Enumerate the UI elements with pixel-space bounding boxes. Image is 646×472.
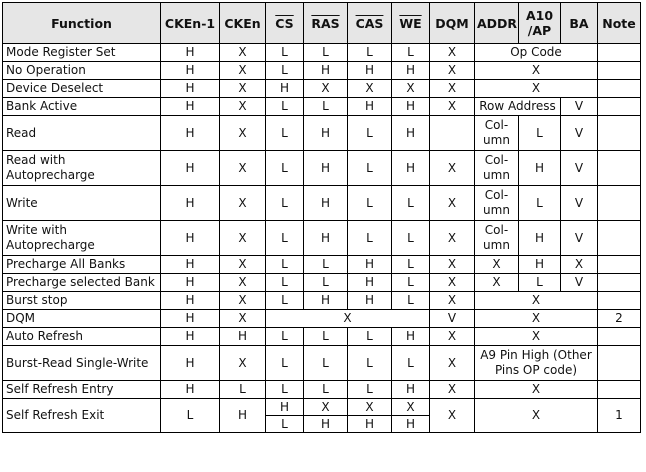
we-cell: H <box>392 98 430 116</box>
dqm-cell: X <box>430 274 475 292</box>
cs-cell: H <box>266 399 304 416</box>
cas-cell: X <box>348 399 392 416</box>
header-cken: CKEn <box>220 3 266 44</box>
a10-cell: L <box>519 116 561 151</box>
note-cell <box>598 116 641 151</box>
address-cell: X <box>475 328 598 346</box>
we-cell: H <box>392 328 430 346</box>
ba-cell: V <box>561 221 598 256</box>
cken-cell: X <box>220 98 266 116</box>
function-cell: Write <box>3 186 161 221</box>
address-cell: X <box>475 310 598 328</box>
header-row <box>3 3 641 44</box>
ras-cell: H <box>304 151 348 186</box>
table-row <box>3 399 641 416</box>
note-cell <box>598 274 641 292</box>
cas-cell: L <box>348 221 392 256</box>
ras-cell: L <box>304 98 348 116</box>
function-cell: Write with Autoprecharge <box>3 221 161 256</box>
note-cell <box>598 292 641 310</box>
header-ras: $\overline{RAS}$ <box>304 3 348 44</box>
ba-cell: V <box>561 98 598 116</box>
function-cell: No Operation <box>3 62 161 80</box>
header-cs: $\overline{CS}$ <box>266 3 304 44</box>
cs-cell: L <box>266 186 304 221</box>
note-cell <box>598 346 641 381</box>
cs-cell: L <box>266 256 304 274</box>
we-cell: X <box>392 399 430 416</box>
cken-1-cell: H <box>161 98 220 116</box>
cken-1-cell: H <box>161 151 220 186</box>
cken-cell: X <box>220 151 266 186</box>
cas-cell: H <box>348 292 392 310</box>
dqm-cell: X <box>430 98 475 116</box>
ras-cell: H <box>304 116 348 151</box>
note-cell: 2 <box>598 310 641 328</box>
ras-cell: H <box>304 62 348 80</box>
ba-cell: X <box>561 256 598 274</box>
cas-cell: H <box>348 62 392 80</box>
cken-cell: H <box>220 399 266 433</box>
we-cell: L <box>392 292 430 310</box>
note-cell <box>598 256 641 274</box>
cs-cell: L <box>266 381 304 399</box>
function-cell: Bank Active <box>3 98 161 116</box>
we-cell: L <box>392 346 430 381</box>
cken-cell: X <box>220 80 266 98</box>
cken-cell: H <box>220 328 266 346</box>
we-cell: X <box>392 80 430 98</box>
note-cell <box>598 328 641 346</box>
cken-cell: X <box>220 310 266 328</box>
cs-cell: L <box>266 328 304 346</box>
cs-cell: L <box>266 274 304 292</box>
we-cell: H <box>392 416 430 433</box>
note-cell <box>598 62 641 80</box>
cken-1-cell: H <box>161 62 220 80</box>
address-cell: Op Code <box>475 44 598 62</box>
header-note: Note <box>598 3 641 44</box>
cken-cell: L <box>220 381 266 399</box>
header-cas: $\overline{CAS}$ <box>348 3 392 44</box>
cs-cell: L <box>266 221 304 256</box>
cken-1-cell: H <box>161 186 220 221</box>
command-signals-cell: X <box>266 310 430 328</box>
table-row <box>3 221 641 256</box>
dqm-cell <box>430 116 475 151</box>
we-cell: L <box>392 186 430 221</box>
cas-cell: L <box>348 346 392 381</box>
dqm-cell: X <box>430 221 475 256</box>
cas-cell: H <box>348 274 392 292</box>
addr-cell: Col- umn <box>475 116 519 151</box>
cas-cell: H <box>348 416 392 433</box>
table-row <box>3 381 641 399</box>
cken-1-cell: H <box>161 328 220 346</box>
cken-cell: X <box>220 62 266 80</box>
table-row <box>3 44 641 62</box>
cs-cell: L <box>266 416 304 433</box>
ras-cell: L <box>304 274 348 292</box>
header-ba: BA <box>561 3 598 44</box>
cas-cell: H <box>348 98 392 116</box>
cken-1-cell: H <box>161 221 220 256</box>
function-cell: Self Refresh Exit <box>3 399 161 433</box>
cas-cell: L <box>348 151 392 186</box>
we-cell: H <box>392 151 430 186</box>
addr-cell: Col- umn <box>475 186 519 221</box>
cas-cell: L <box>348 44 392 62</box>
table-row <box>3 310 641 328</box>
table-row <box>3 292 641 310</box>
ras-cell: X <box>304 80 348 98</box>
ras-cell: H <box>304 221 348 256</box>
address-cell: X <box>475 381 598 399</box>
ras-cell: L <box>304 381 348 399</box>
cas-cell: L <box>348 328 392 346</box>
cken-cell: X <box>220 274 266 292</box>
command-truth-table <box>2 2 641 433</box>
note-cell <box>598 44 641 62</box>
we-cell: H <box>392 381 430 399</box>
ba-cell: V <box>561 186 598 221</box>
cken-1-cell: H <box>161 256 220 274</box>
cas-cell: L <box>348 381 392 399</box>
dqm-cell: X <box>430 186 475 221</box>
cs-cell: L <box>266 98 304 116</box>
dqm-cell: X <box>430 346 475 381</box>
dqm-cell: X <box>430 256 475 274</box>
cken-cell: X <box>220 346 266 381</box>
function-cell: Burst-Read Single-Write <box>3 346 161 381</box>
cs-cell: L <box>266 62 304 80</box>
dqm-cell: X <box>430 62 475 80</box>
dqm-cell: X <box>430 399 475 433</box>
ba-cell: V <box>561 116 598 151</box>
dqm-cell: X <box>430 151 475 186</box>
a10-cell: H <box>519 221 561 256</box>
cken-1-cell: H <box>161 44 220 62</box>
cken-1-cell: H <box>161 346 220 381</box>
dqm-cell: X <box>430 80 475 98</box>
note-cell: 1 <box>598 399 641 433</box>
address-cell: X <box>475 399 598 433</box>
note-cell <box>598 221 641 256</box>
table-row <box>3 346 641 381</box>
note-cell <box>598 98 641 116</box>
table-row <box>3 328 641 346</box>
table-row <box>3 116 641 151</box>
cken-1-cell: H <box>161 292 220 310</box>
table-row <box>3 274 641 292</box>
we-cell: L <box>392 256 430 274</box>
ba-cell: V <box>561 151 598 186</box>
function-cell: DQM <box>3 310 161 328</box>
header-addr: ADDR <box>475 3 519 44</box>
addr-cell: Col- umn <box>475 151 519 186</box>
table-row <box>3 62 641 80</box>
ras-cell: L <box>304 328 348 346</box>
table-row <box>3 186 641 221</box>
a10-cell: H <box>519 256 561 274</box>
table-row <box>3 151 641 186</box>
dqm-cell: X <box>430 328 475 346</box>
cken-cell: X <box>220 292 266 310</box>
address-cell: X <box>475 62 598 80</box>
table-row <box>3 256 641 274</box>
we-cell: H <box>392 116 430 151</box>
we-cell: L <box>392 44 430 62</box>
cs-cell: L <box>266 346 304 381</box>
cken-1-cell: L <box>161 399 220 433</box>
cas-cell: H <box>348 256 392 274</box>
cs-cell: L <box>266 44 304 62</box>
cken-1-cell: H <box>161 274 220 292</box>
header-cken-1: CKEn-1 <box>161 3 220 44</box>
function-cell: Mode Register Set <box>3 44 161 62</box>
note-cell <box>598 186 641 221</box>
ba-cell: V <box>561 274 598 292</box>
header-a10-ap: A10 /AP <box>519 3 561 44</box>
cken-cell: X <box>220 256 266 274</box>
addr-cell: X <box>475 256 519 274</box>
header-we: $\overline{WE}$ <box>392 3 430 44</box>
header-dqm: DQM <box>430 3 475 44</box>
ras-cell: L <box>304 256 348 274</box>
dqm-cell: X <box>430 292 475 310</box>
cken-cell: X <box>220 186 266 221</box>
function-cell: Self Refresh Entry <box>3 381 161 399</box>
cken-cell: X <box>220 44 266 62</box>
note-cell <box>598 151 641 186</box>
we-cell: L <box>392 221 430 256</box>
addr-cell: Col- umn <box>475 221 519 256</box>
cas-cell: L <box>348 186 392 221</box>
function-cell: Precharge All Banks <box>3 256 161 274</box>
cas-cell: X <box>348 80 392 98</box>
ras-cell: X <box>304 399 348 416</box>
function-cell: Auto Refresh <box>3 328 161 346</box>
cs-cell: L <box>266 151 304 186</box>
cas-cell: L <box>348 116 392 151</box>
a10-cell: L <box>519 274 561 292</box>
a10-cell: H <box>519 151 561 186</box>
ras-cell: L <box>304 346 348 381</box>
function-cell: Precharge selected Bank <box>3 274 161 292</box>
ras-cell: H <box>304 292 348 310</box>
function-cell: Read <box>3 116 161 151</box>
address-cell: X <box>475 292 598 310</box>
note-cell <box>598 381 641 399</box>
table-row <box>3 80 641 98</box>
address-cell: X <box>475 80 598 98</box>
addr-cell: X <box>475 274 519 292</box>
dqm-cell: V <box>430 310 475 328</box>
cs-cell: L <box>266 292 304 310</box>
cken-cell: X <box>220 221 266 256</box>
header-function: Function <box>3 3 161 44</box>
table-row <box>3 98 641 116</box>
we-cell: H <box>392 62 430 80</box>
address-cell: Row Address <box>475 98 561 116</box>
ras-cell: L <box>304 44 348 62</box>
cs-cell: L <box>266 116 304 151</box>
function-cell: Burst stop <box>3 292 161 310</box>
dqm-cell: X <box>430 44 475 62</box>
ras-cell: H <box>304 186 348 221</box>
we-cell: L <box>392 274 430 292</box>
ras-cell: H <box>304 416 348 433</box>
dqm-cell: X <box>430 381 475 399</box>
cs-cell: H <box>266 80 304 98</box>
cken-cell: X <box>220 116 266 151</box>
cken-1-cell: H <box>161 310 220 328</box>
cken-1-cell: H <box>161 80 220 98</box>
note-cell <box>598 80 641 98</box>
function-cell: Read with Autoprecharge <box>3 151 161 186</box>
address-cell: A9 Pin High (Other Pins OP code) <box>475 346 598 381</box>
cken-1-cell: H <box>161 116 220 151</box>
cken-1-cell: H <box>161 381 220 399</box>
function-cell: Device Deselect <box>3 80 161 98</box>
a10-cell: L <box>519 186 561 221</box>
